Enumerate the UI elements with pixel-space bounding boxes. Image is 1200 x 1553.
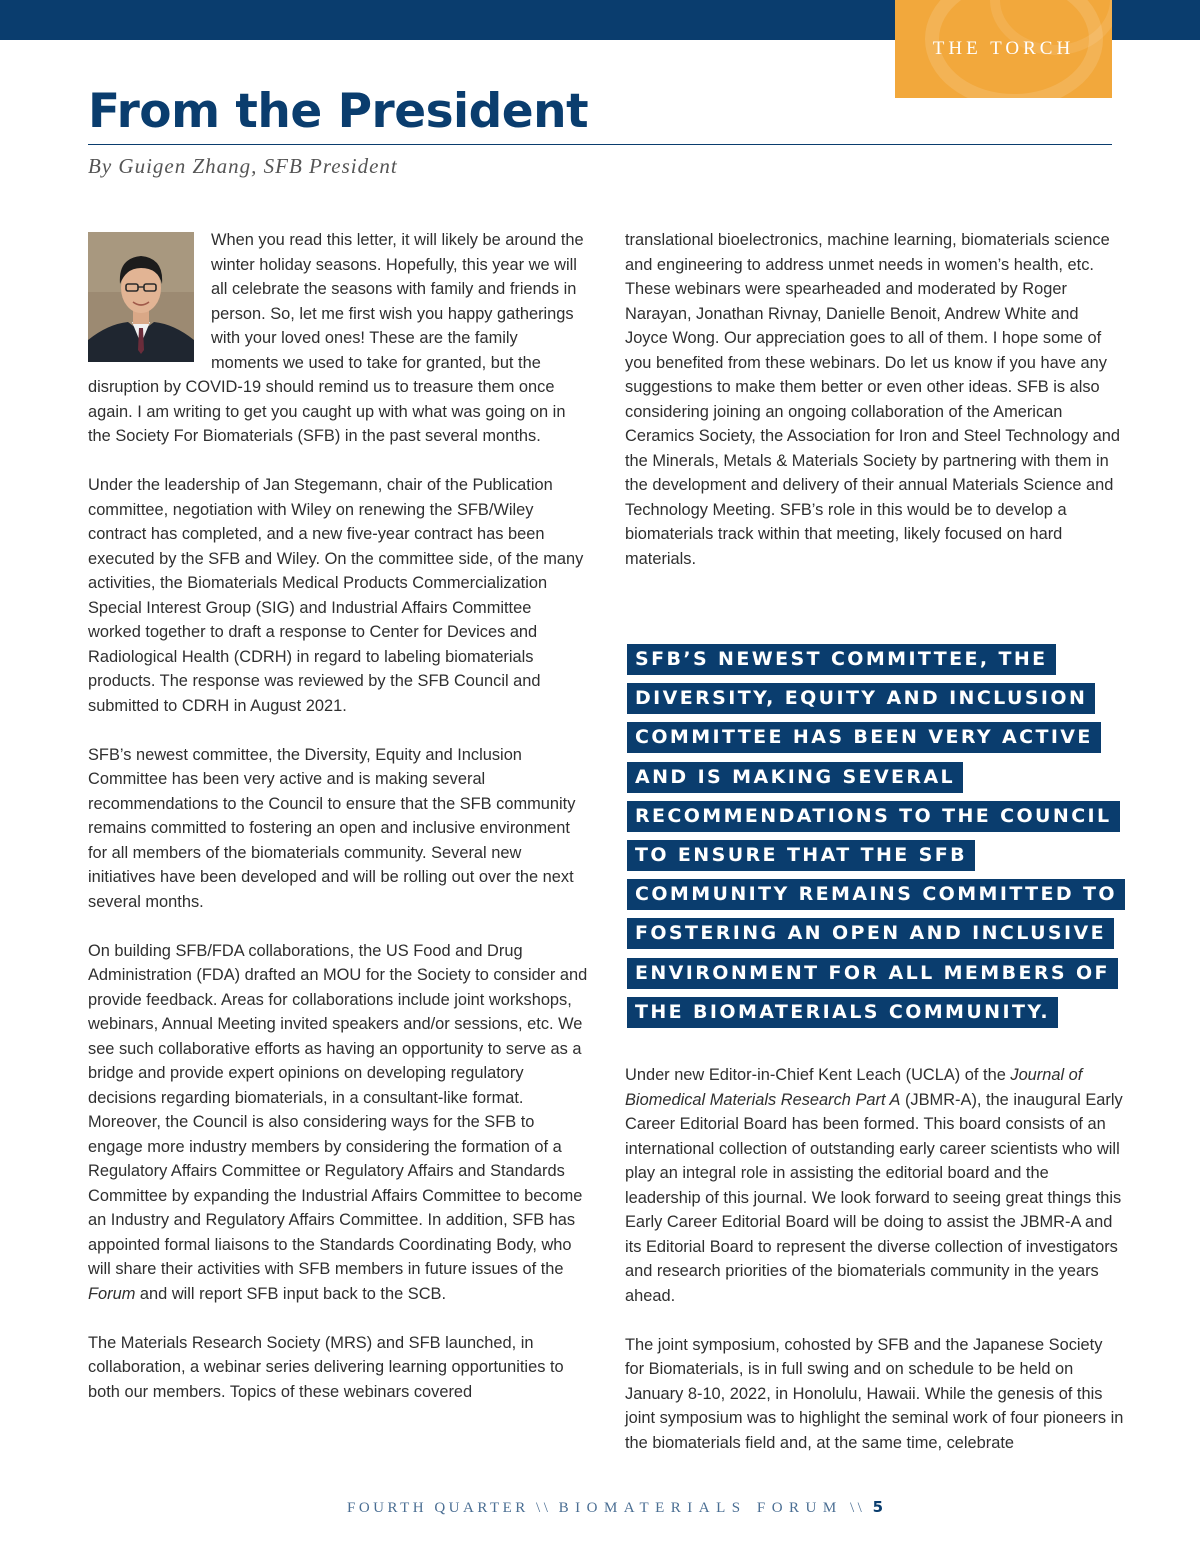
page-footer [0,1498,1200,1517]
section-tab-label: THE TORCH [932,38,1075,59]
jbmr-paragraph [625,1063,1125,1308]
jbmr-paragraph-end: (JBMR-A), the inaugural Early Career Editorial Board has been formed. This board consists of an international collection of outstanding early career scientists who will play an integral role in assisting the editorial board and the leadership of this journal. We look forward to seeing great things this Early Career Editorial Board will be doing to assist the JBMR-A and its Editorial Board to represent the diverse collection of investigators and research priorities of the biomaterials community in the years ahead. [625,1090,1123,1305]
right-column [625,228,1125,596]
footer-separator: \\ [536,1500,552,1516]
footer-separator-2: \\ [849,1500,866,1516]
footer-publication: BIOMATERIALS FORUM [558,1500,843,1516]
pull-quote [627,640,1127,1032]
webinar-paragraph: translational bioelectronics, machine learning, biomaterials science and engineering to address unmet needs in women’s health, etc. These webinars were spearheaded and moderated by Roger Narayan, Jonathan Rivnay, Danielle Benoit, Andrew White and Joyce Wong. Our appreciation goes to all of them. I hope some of you benefited from these webinars. Do let us know if you have any suggestions to make them better or even other ideas. SFB is also considering joining an ongoing collaboration of the American Ceramics Society, the Association for Iron and Steel Technology and the Minerals, Metals & Materials Society by partnering with them in the development and delivery of their annual Materials Science and Technology Meeting. SFB’s role in this would be to develop a biomaterials track within that meeting, likely focused on hard materials. [625,231,1121,568]
article-byline: By Guigen Zhang, SFB President [88,154,398,178]
symposium-paragraph: The joint symposium, cohosted by SFB and the Japanese Society for Biomaterials, is in full swing and on schedule to be held on January 8-10, 2022, in Honolulu, Hawaii. While the genesis of this joint symposium was to highlight the seminal work of four pioneers in the biomaterials field and, at the same time, celebrate [625,1335,1124,1452]
section-tab [895,0,1112,98]
jbmr-paragraph-text: Under new Editor-in-Chief Kent Leach (UCLA) of the [625,1066,1011,1084]
fda-paragraph-end: and will report SFB input back to the SCB. [135,1284,447,1303]
footer-issue: FOURTH QUARTER [346,1500,529,1516]
intro-paragraph [88,228,588,449]
mrs-paragraph: The Materials Research Society (MRS) and SFB launched, in collaboration, a webinar series delivering learning opportunities to both our members. Topics of these webinars covered [88,1333,564,1401]
forum-italic: Forum [88,1284,136,1303]
publication-paragraph: Under the leadership of Jan Stegemann, chair of the Publication committee, negotiation with Wiley on renewing the SFB/Wiley contract has completed, and a new five-year contract has been executed by the SFB and Wiley. On the committee side, of the many activities, the Biomaterials Medical Products Commercialization Special Interest Group (SIG) and Industrial Affairs Committee worked together to draft a response to Center for Devices and Radiological Health (CDRH) in regard to labeling biomaterials products. The response was reviewed by the SFB Council and submitted to CDRH in August 2021. [88,476,584,715]
journal-title-italic: Journal of Biomedical Materials Research Part A [625,1066,1083,1109]
page-number: 5 [872,1498,884,1516]
left-column [88,228,588,1429]
portrait-photo-icon [88,232,194,362]
dei-paragraph: SFB’s newest committee, the Diversity, Equity and Inclusion Committee has been very active and is making several recommendations to the Council to ensure that the SFB community remains committed to fostering an open and inclusive environment for all members of the biomaterials community. Several new initiatives have been developed and will be rolling out over the next several months. [88,745,576,911]
fda-paragraph [88,939,588,1307]
title-divider [88,144,1112,145]
fda-paragraph-text: On building SFB/FDA collaborations, the US Food and Drug Administration (FDA) drafted an MOU for the Society to consider and provide feedback. Areas for collaborations include joint workshops, webinars, Annual Meeting invited speakers and/or sessions, etc. We see such collaborative efforts as having an opportunity to serve as a bridge and provide expert opinions on developing regulatory decisions regarding biomaterials, in a consultant-like format. Moreover, the Council is also considering ways for the SFB to engage more industry members by considering the formation of a Regulatory Affairs Committee or Regulatory Affairs and Standards Committee by expanding the Industrial Affairs Committee to become an Industry and Regulatory Affairs Committee. In addition, SFB has appointed formal liaisons to the Standards Coordinating Body, who will share their activities with SFB members in future issues of the [88,941,588,1278]
right-column-lower [625,1063,1125,1480]
pull-quote-text: SFB’S NEWEST COMMITTEE, THE DIVERSITY, EQUITY AND INCLUSION COMMITTEE HAS BEEN VERY ACTIVE AND IS MAKING SEVERAL RECOMMENDATIONS TO THE COUNCIL TO ENSURE THAT THE SFB COMMUNITY REMAINS COMMITTED TO FOSTERING AN OPEN AND INCLUSIVE ENVIRONMENT FOR ALL MEMBERS OF THE BIOMATERIALS COMMUNITY. [627,644,1125,1028]
intro-paragraph-text: When you read this letter, it will likely be around the winter holiday seasons. Hopefully, this year we will all celebrate the seasons with family and friends in person. So, let me first wish you happy gatherings with your loved ones! These are the family moments we used to take for granted, but the disruption by COVID-19 should remind us to treasure them once again. I am writing to get you caught up with what was going on in the Society For Biomaterials (SFB) in the past several months. [88,231,584,445]
article-title: From the President [88,84,589,139]
